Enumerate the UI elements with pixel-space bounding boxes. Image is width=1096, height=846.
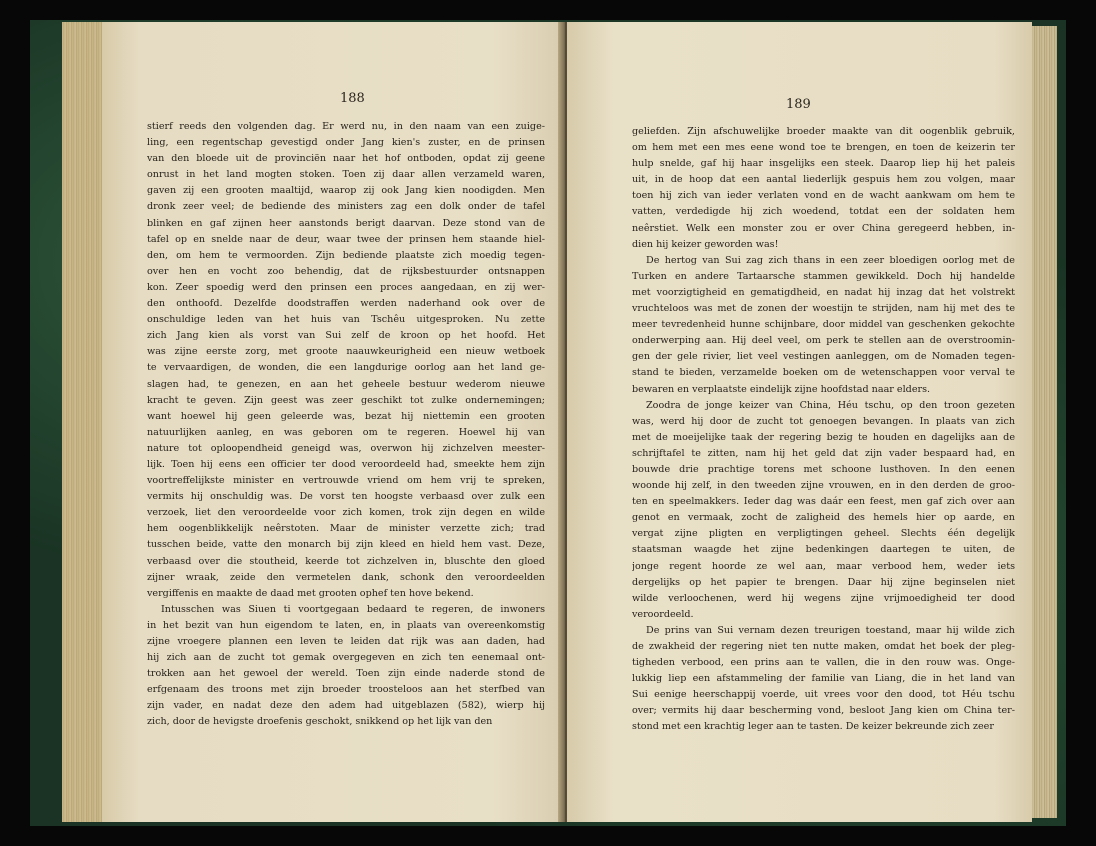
text-line: met voorzigtigheid en gematigdheid, en nadat hij inzag dat het volstrekt bbox=[632, 286, 1015, 298]
text-line: nature tot oploopendheid geneigd was, overwon hij zichzelven meester- bbox=[147, 442, 545, 454]
text-line: de zwakheid der regering niet ten nutte maken, omdat het boek der pleg- bbox=[632, 641, 1015, 652]
text-line: den, om hem te vermoorden. Zijn bediende plaatste zich moedig tegen- bbox=[147, 249, 545, 261]
text-line: tafel op en snelde naar de deur, waar twee der prinsen hem staande hiel- bbox=[147, 233, 545, 245]
text-line: Turken en andere Tartaarsche stammen gewikkeld. Doch hij handelde bbox=[632, 270, 1015, 282]
page-number: 189 bbox=[786, 97, 811, 112]
text-line: uit, in de hoop dat een aantal liederlijk gespuis hem zou volgen, maar bbox=[632, 174, 1015, 186]
text-line: in het bezit van hun eigendom te laten, en, in plaats van overeenkomstig bbox=[147, 619, 545, 631]
text-line: vermits hij onschuldig was. De vorst ten hoogste verbaasd over zulk een bbox=[147, 491, 545, 503]
text-line: voortreffelijkste minister en vertrouwde vriend om hem vrij te spreken, bbox=[147, 475, 545, 487]
text-line: was zijne eerste zorg, met groote naauwkeurigheid een nieuw wetboek bbox=[147, 346, 545, 358]
page-body-text bbox=[147, 119, 545, 731]
text-line: den onthoofd. Dezelfde doodstraffen werden naderhand ook over de bbox=[147, 298, 545, 310]
page-number: 188 bbox=[340, 91, 365, 106]
text-line: verbaasd over die stoutheid, keerde tot zichzelven in, bluschte den gloed bbox=[147, 555, 545, 567]
text-line: toen hij zich van ieder verlaten vond en de wacht aankwam om hem te bbox=[632, 190, 1015, 202]
text-line: Intusschen was Siuen ti voortgegaan bedaard te regeren, de inwoners bbox=[161, 603, 545, 615]
text-line: kon. Zeer spoedig werd den prinsen een proces aangedaan, en zij wer- bbox=[147, 281, 545, 293]
text-line: De hertog van Sui zag zich thans in een zeer bloedigen oorlog met de bbox=[646, 254, 1015, 266]
text-line: dronk zeer veel; de bediende des ministers zag een dolk onder de tafel bbox=[147, 201, 545, 213]
text-line: genot en vermaak, zocht de zaligheid des hemels hier op aarde, en bbox=[632, 512, 1015, 524]
text-line: om hem met een mes eene wond toe te brengen, en toen de keizerin ter bbox=[632, 142, 1015, 154]
text-line: onschuldige leden van het huis van Tschêu uitgesproken. Nu zette bbox=[147, 314, 545, 326]
text-line: van den bloede uit de provinciën naar het hof ontboden, opdat zij geene bbox=[147, 153, 545, 165]
text-line: stand te bieden, verzamelde boeken om de wetenschappen voor verval te bbox=[632, 367, 1015, 379]
text-line: hij zich aan de zucht tot gemak overgegeven en zich ten eenemaal ont- bbox=[147, 652, 545, 664]
text-line: zijn vader, en nadat deze den adem had uitgeblazen (582), wierp hij bbox=[147, 700, 545, 712]
text-line: vruchteloos was met de zonen der woestijn te strijden, nam hij met des te bbox=[632, 303, 1015, 315]
text-line: zich Jang kien als vorst van Sui zelf de kroon op het hoofd. Het bbox=[147, 330, 545, 342]
text-line: over; vermits hij daar bescherming vond, besloot Jang kien om China ter- bbox=[632, 705, 1015, 717]
left-page bbox=[102, 22, 562, 822]
text-line: zijner wraak, zeide den vermetelen dank, schonk den veroordeelden bbox=[147, 571, 545, 583]
text-line: De prins van Sui vernam dezen treurigen toestand, maar hij wilde zich bbox=[646, 624, 1015, 636]
text-line: dergelijks op het papier te brengen. Daar hij zijne beginselen niet bbox=[632, 576, 1015, 588]
text-line: staatsman waagde het zijne bedenkingen daartegen te uiten, de bbox=[632, 544, 1015, 556]
text-line: over hen en vocht zoo behendig, dat de rijksbestuurder ontsnappen bbox=[147, 265, 545, 277]
text-line: slagen had, te genezen, en aan het geheele bestuur wederom nieuwe bbox=[147, 378, 545, 390]
text-line: onderwerping aan. Hij deel veel, om perk te stellen aan de overstroomin- bbox=[632, 335, 1015, 347]
open-book bbox=[40, 22, 1060, 822]
page-body-text bbox=[632, 124, 1015, 736]
text-line: vatten, verdedigde hij zich woedend, totdat een der soldaten hem bbox=[632, 206, 1015, 218]
text-line: erfgenaam des troons met zijn broeder troosteloos aan het sterfbed van bbox=[147, 684, 545, 696]
text-line: hulp snelde, gaf hij haar insgelijks een steek. Daarop liep hij het paleis bbox=[632, 158, 1015, 170]
text-line: kracht te geven. Zijn geest was zeer geschikt tot zulke ondernemingen; bbox=[147, 394, 545, 406]
right-page bbox=[567, 22, 1032, 822]
text-line: zich, door de hevigste droefenis geschokt, snikkend op het lijk van den bbox=[147, 716, 493, 728]
text-line: wilde verloochenen, werd hij wegens zijne vrijmoedigheid ter dood bbox=[632, 592, 1015, 604]
text-line: blinken en gaf zijnen heer aanstonds berigt daarvan. Deze stond van de bbox=[147, 217, 545, 229]
text-line: gaven zij een grooten maaltijd, waarop zij ook Jang kien noodigden. Men bbox=[147, 185, 545, 197]
text-line: met de moeijelijke taak der regering bezig te houden en dagelijks aan de bbox=[632, 431, 1015, 443]
text-line: geliefden. Zijn afschuwelijke broeder maakte van dit oogenblik gebruik, bbox=[632, 126, 1015, 137]
text-line: ten en speelmakkers. Ieder dag was daár een feest, men gaf zich over aan bbox=[632, 496, 1015, 508]
text-line: trokken aan het gewoel der wereld. Toen zijn einde naderde stond de bbox=[147, 668, 545, 680]
text-line: tusschen beide, vatte den monarch bij zijn kleed en hield hem vast. Deze, bbox=[147, 539, 545, 551]
text-line: was, werd hij door de zucht tot genoegen bevangen. In plaats van zich bbox=[632, 415, 1015, 427]
text-line: schrijftafel te zitten, nam hij het geld dat zijn vader bespaard had, en bbox=[632, 447, 1015, 459]
text-line: Sui eenige heerschappij voerde, uit vrees voor den dood, tot Héu tschu bbox=[632, 689, 1015, 701]
text-line: te vervaardigen, de wonden, die een langdurige oorlog aan het land ge- bbox=[147, 362, 545, 374]
text-line: vergat zijne pligten en verpligtingen geheel. Slechts één degelijk bbox=[632, 528, 1015, 540]
text-line: stierf reeds den volgenden dag. Er werd nu, in den naam van een zuige- bbox=[147, 121, 545, 132]
text-line: natuurlijken aanleg, en was geboren om te regeren. Hoewel hij van bbox=[147, 426, 545, 438]
text-line: verzoek, liet den veroordeelde voor zich komen, trok zijn degen en wilde bbox=[147, 507, 545, 519]
text-line: vergiffenis en maakte de daad met grooten ophef ten hove bekend. bbox=[147, 587, 474, 599]
text-line: tigheden verbood, een prins aan te vallen, die in den rouw was. Onge- bbox=[632, 657, 1015, 669]
text-line: jonge regent hoorde ze wel aan, maar verbood hem, weder iets bbox=[632, 560, 1015, 572]
text-line: woonde hij zelf, in den tweeden zijne vrouwen, en in den derden de groo- bbox=[632, 480, 1015, 492]
text-line: gen der gele rivier, liet veel vestingen aanleggen, om de Nomaden tegen- bbox=[632, 351, 1015, 363]
text-line: ling, een regentschap gevestigd onder Jang kien's zuster, en de prinsen bbox=[147, 137, 545, 149]
text-line: veroordeeld. bbox=[632, 608, 694, 620]
text-line: meer tevredenheid hunne schijnbare, door middel van geschenken gekochte bbox=[632, 319, 1015, 331]
text-line: zijne vroegere plannen een leven te leiden dat rijk was aan daden, had bbox=[147, 636, 545, 647]
text-line: lijk. Toen hij eens een officier ter dood veroordeeld had, smeekte hem zijn bbox=[147, 458, 545, 470]
text-line: onrust in het land mogten stoken. Toen zij daar allen verzameld waren, bbox=[147, 169, 545, 181]
text-line: bouwde drie prachtige torens met schoone lusthoven. In den eenen bbox=[632, 463, 1015, 475]
text-line: dien hij keizer geworden was! bbox=[632, 238, 779, 250]
text-line: want hoewel hij geen geleerde was, bezat hij niettemin een grooten bbox=[147, 410, 545, 422]
text-line: lukkig liep een afstammeling der familie van Liang, die in het land van bbox=[632, 673, 1015, 685]
text-line: hem oogenblikkelijk neêrstoten. Maar de minister verzette zich; trad bbox=[147, 523, 545, 535]
text-line: Zoodra de jonge keizer van China, Héu tschu, op den troon gezeten bbox=[646, 399, 1015, 411]
text-line: stond met een krachtig leger aan te tasten. De keizer bekreunde zich zeer bbox=[632, 721, 994, 733]
text-line: bewaren en verplaatste eindelijk zijne hoofdstad naar elders. bbox=[632, 383, 931, 395]
text-line: neêrstiet. Welk een monster zou er over China geregeerd hebben, in- bbox=[632, 222, 1015, 234]
